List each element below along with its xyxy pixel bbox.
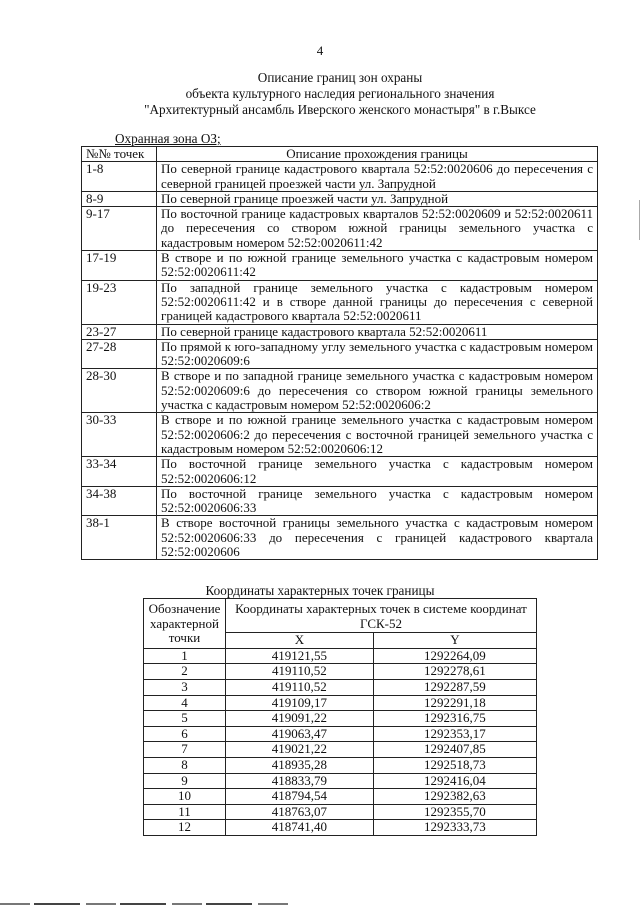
row-points: 30-33 — [82, 413, 157, 457]
point-id: 12 — [144, 820, 226, 836]
row-description: В створе и по южной границе земельного участка с кадастровым номером 52:52:0020611:42 — [157, 251, 598, 281]
x-value: 419109,17 — [226, 695, 374, 711]
point-id: 9 — [144, 773, 226, 789]
table-row — [144, 773, 537, 789]
x-value: 418935,28 — [226, 757, 374, 773]
coordinates-table-title: Координаты характерных точек границы — [205, 583, 435, 598]
table-row — [144, 742, 537, 758]
table-row — [82, 191, 598, 206]
y-value: 1292291,18 — [373, 695, 536, 711]
y-value: 1292353,17 — [373, 726, 536, 742]
table-row — [144, 789, 537, 805]
table-row — [82, 457, 598, 487]
y-value: 1292407,85 — [373, 742, 536, 758]
row-points: 1-8 — [82, 162, 157, 192]
table-row — [144, 820, 537, 836]
x-value: 419121,55 — [226, 648, 374, 664]
table-row — [82, 413, 598, 457]
header-coordinate-system: Координаты характерных точек в системе координат ГСК-52 — [226, 599, 537, 633]
x-value: 419021,22 — [226, 742, 374, 758]
y-value: 1292333,73 — [373, 820, 536, 836]
row-description: По прямой к юго-западному углу земельного участка с кадастровым номером 52:52:0020609:6 — [157, 339, 598, 369]
point-id: 10 — [144, 789, 226, 805]
y-value: 1292416,04 — [373, 773, 536, 789]
row-points: 28-30 — [82, 369, 157, 413]
row-points: 38-1 — [82, 516, 157, 560]
row-points: 19-23 — [82, 280, 157, 324]
row-description: По северной границе кадастрового квартала 52:52:0020611 — [157, 324, 598, 339]
row-description: В створе и по западной границе земельного участка с кадастровым номером 52:52:0020609:6 до пересечения со створом южной границы земельного участка с кадастровым номером 52:52:0020606:2 — [157, 369, 598, 413]
table-row — [144, 757, 537, 773]
row-description: В створе и по южной границе земельного участка с кадастровым номером 52:52:0020606:2 до пересечения с восточной границей земельного участка с кадастровым номером 52:52:0020606:12 — [157, 413, 598, 457]
y-value: 1292287,59 — [373, 679, 536, 695]
table-row — [82, 486, 598, 516]
header-description: Описание прохождения границы — [157, 147, 598, 162]
table-row — [82, 369, 598, 413]
row-points: 27-28 — [82, 339, 157, 369]
row-points: 23-27 — [82, 324, 157, 339]
point-id: 7 — [144, 742, 226, 758]
row-points: 34-38 — [82, 486, 157, 516]
title-line-2: объекта культурного наследия регионального значения — [185, 86, 495, 101]
point-id: 2 — [144, 664, 226, 680]
document-title — [60, 70, 620, 118]
table-row — [144, 804, 537, 820]
row-points: 17-19 — [82, 251, 157, 281]
y-value: 1292264,09 — [373, 648, 536, 664]
table-row — [144, 695, 537, 711]
table-row — [144, 648, 537, 664]
page-number: 4 — [316, 43, 324, 58]
x-value: 419063,47 — [226, 726, 374, 742]
table-row — [144, 679, 537, 695]
point-id: 4 — [144, 695, 226, 711]
point-id: 3 — [144, 679, 226, 695]
table-row — [82, 324, 598, 339]
title-line-1: Описание границ зон охраны — [257, 70, 423, 85]
row-points: 9-17 — [82, 207, 157, 251]
header-x: X — [226, 633, 374, 649]
row-description: По западной границе земельного участка с кадастровым номером 52:52:0020611:42 и в створе данной границы до пересечения с северной границей кадастрового квартала 52:52:0020611 — [157, 280, 598, 324]
header-y: Y — [373, 633, 536, 649]
y-value: 1292355,70 — [373, 804, 536, 820]
point-id: 11 — [144, 804, 226, 820]
table-row — [144, 726, 537, 742]
point-id: 5 — [144, 711, 226, 727]
row-description: По восточной границе земельного участка с кадастровым номером 52:52:0020606:12 — [157, 457, 598, 487]
y-value: 1292382,63 — [373, 789, 536, 805]
row-points: 8-9 — [82, 191, 157, 206]
point-id: 6 — [144, 726, 226, 742]
table-row — [82, 162, 598, 192]
y-value: 1292518,73 — [373, 757, 536, 773]
table-row — [144, 711, 537, 727]
header-points: №№ точек — [82, 147, 157, 162]
x-value: 419110,52 — [226, 679, 374, 695]
table-header-row — [144, 599, 537, 633]
row-description: По северной границе кадастрового квартала 52:52:0020606 до пересечения с северной границей проезжей части ул. Запрудной — [157, 162, 598, 192]
row-description: По северной границе проезжей части ул. Запрудной — [157, 191, 598, 206]
y-value: 1292278,61 — [373, 664, 536, 680]
row-description: По восточной границе кадастровых кварталов 52:52:0020609 и 52:52:0020611 до пересечения со створом южной границы земельного участка с кадастровым номером 52:52:0020611:42 — [157, 207, 598, 251]
x-value: 419110,52 — [226, 664, 374, 680]
point-id: 8 — [144, 757, 226, 773]
x-value: 418833,79 — [226, 773, 374, 789]
table-header-row — [82, 147, 598, 162]
title-line-3: "Архитектурный ансамбль Иверского женского монастыря" в г.Выксе — [144, 102, 536, 117]
table-row — [144, 664, 537, 680]
table-row — [82, 339, 598, 369]
row-description: По восточной границе земельного участка с кадастровым номером 52:52:0020606:33 — [157, 486, 598, 516]
x-value: 418741,40 — [226, 820, 374, 836]
table-row — [82, 207, 598, 251]
y-value: 1292316,75 — [373, 711, 536, 727]
zone-label: Охранная зона ОЗ; — [115, 131, 221, 146]
row-description: В створе восточной границы земельного участка с кадастровым номером 52:52:0020606:33 до пересечения с границей кадастрового квартала 52:52:0020606 — [157, 516, 598, 560]
boundary-description-table — [81, 146, 598, 560]
x-value: 418794,54 — [226, 789, 374, 805]
header-point-label: Обозначение характерной точки — [144, 599, 226, 649]
x-value: 419091,22 — [226, 711, 374, 727]
point-id: 1 — [144, 648, 226, 664]
row-points: 33-34 — [82, 457, 157, 487]
table-row — [82, 516, 598, 560]
x-value: 418763,07 — [226, 804, 374, 820]
coordinates-table — [143, 598, 537, 836]
table-row — [82, 251, 598, 281]
table-row — [82, 280, 598, 324]
